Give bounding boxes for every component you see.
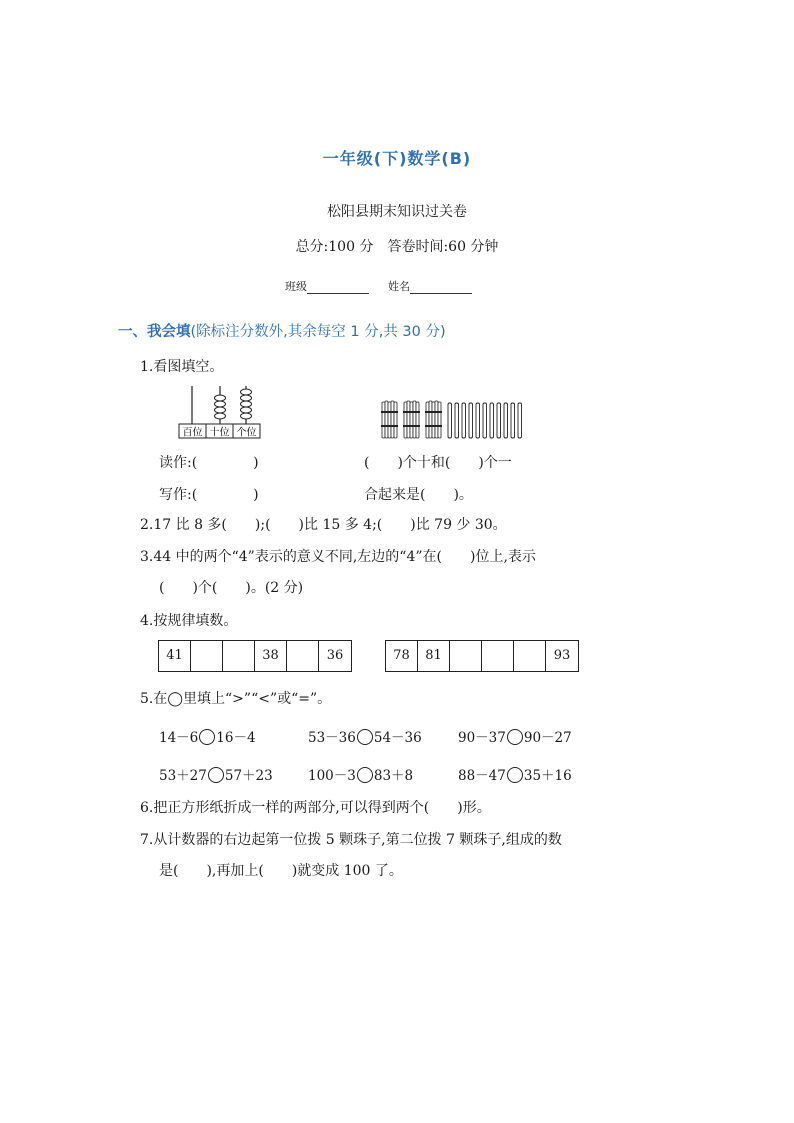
stick-bundle <box>381 401 398 438</box>
sequence-cell: 38 <box>255 641 287 671</box>
exam-subtitle: 松阳县期末知识过关卷 <box>327 204 467 220</box>
q1-combined[interactable]: 合起来是( )。 <box>364 487 473 503</box>
sequence-blank-cell[interactable] <box>223 641 255 671</box>
compare-left: 90－37 <box>458 730 506 746</box>
q2-text[interactable]: 2.17 比 8 多( );( )比 15 多 4;( )比 79 少 30。 <box>140 517 507 533</box>
student-info-line <box>285 278 472 294</box>
abacus-beads-ones <box>241 389 252 419</box>
compare-circle[interactable] <box>357 729 373 745</box>
sequence-cell: 36 <box>326 648 344 663</box>
compare-item <box>308 726 422 746</box>
compare-right: 83＋8 <box>373 768 414 784</box>
section-title: 一、我会填 <box>118 324 191 340</box>
sequence-cell: 41 <box>159 641 191 671</box>
single-sticks <box>448 403 522 438</box>
compare-circle[interactable] <box>507 767 523 783</box>
compare-item <box>159 764 273 784</box>
name-blank[interactable] <box>410 283 472 294</box>
compare-left: 100－3 <box>308 768 356 784</box>
q1-read-as[interactable]: 读作:( ) <box>159 455 259 471</box>
q1-write-as[interactable]: 写作:( ) <box>159 487 259 503</box>
sequence-cell: 78 <box>386 641 418 671</box>
sequence-blank-cell[interactable] <box>514 641 546 671</box>
section-note: (除标注分数外,其余每空 1 分,共 30 分) <box>190 324 446 340</box>
abacus-label-tens: 十位 <box>209 427 230 439</box>
section-heading <box>118 320 446 341</box>
compare-right: 90－27 <box>523 730 572 746</box>
q5-prompt: 5.在◯里填上“>”“<”或“=”。 <box>140 691 332 707</box>
q6-text[interactable]: 6.把正方形纸折成一样的两部分,可以得到两个( )形。 <box>140 800 491 816</box>
sequence-cell: 93 <box>553 648 571 663</box>
abacus-label-hundreds: 百位 <box>182 427 203 439</box>
q4-prompt: 4.按规律填数。 <box>140 613 238 629</box>
compare-circle[interactable] <box>199 729 215 745</box>
sequence-box-2 <box>385 640 579 672</box>
compare-item <box>308 764 413 784</box>
compare-circle[interactable] <box>507 729 523 745</box>
compare-left: 14－6 <box>159 730 199 746</box>
q3-line1[interactable]: 3.44 中的两个“4”表示的意义不同,左边的“4”在( )位上,表示 <box>140 549 536 565</box>
compare-left: 53－36 <box>308 730 356 746</box>
abacus-beads-tens <box>215 395 226 419</box>
compare-item <box>159 726 256 746</box>
compare-right: 16－4 <box>216 730 256 746</box>
q1-prompt: 1.看图填空。 <box>140 359 224 375</box>
stick-bundles <box>381 401 442 438</box>
abacus-figure <box>178 382 262 440</box>
q7-line2[interactable]: 是( ),再加上( )就变成 100 了。 <box>159 863 403 879</box>
sequence-box-1 <box>158 640 352 672</box>
class-blank[interactable] <box>307 283 369 294</box>
stick-bundle <box>403 401 420 438</box>
sequence-blank-cell[interactable] <box>450 641 482 671</box>
compare-right: 57＋23 <box>224 768 273 784</box>
stick-bundle <box>425 401 442 438</box>
q1-tens-ones[interactable]: ( )个十和( )个一 <box>364 455 512 471</box>
q7-line1[interactable]: 7.从计数器的右边起第一位拨 5 颗珠子,第二位拨 7 颗珠子,组成的数 <box>140 832 562 848</box>
compare-item <box>458 726 572 746</box>
class-label: 班级 <box>285 280 307 293</box>
sequence-blank-cell[interactable] <box>191 641 223 671</box>
sticks-figure <box>380 398 526 442</box>
name-label: 姓名 <box>388 280 410 293</box>
compare-right: 54－36 <box>373 730 422 746</box>
sequence-blank-cell[interactable] <box>482 641 514 671</box>
compare-item <box>458 764 572 784</box>
page-title: 一年级(下)数学(B) <box>322 149 472 168</box>
compare-left: 53＋27 <box>159 768 207 784</box>
score-time-line: 总分:100 分 答卷时间:60 分钟 <box>295 239 499 255</box>
sequence-cell: 81 <box>418 641 450 671</box>
compare-right: 35＋16 <box>523 768 572 784</box>
abacus-label-ones: 个位 <box>236 427 257 439</box>
compare-circle[interactable] <box>208 767 224 783</box>
sequence-blank-cell[interactable] <box>287 641 319 671</box>
compare-circle[interactable] <box>357 767 373 783</box>
compare-left: 88－47 <box>458 768 506 784</box>
q3-line2[interactable]: ( )个( )。(2 分) <box>159 580 304 596</box>
